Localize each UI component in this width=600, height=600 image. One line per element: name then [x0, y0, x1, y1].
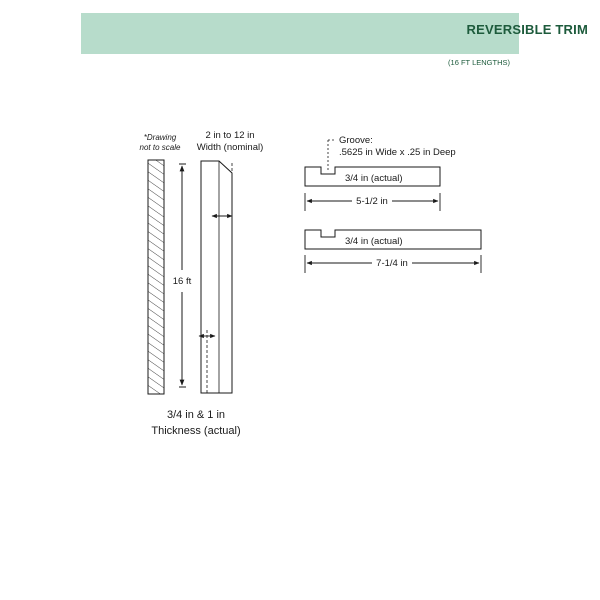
board-face	[201, 161, 232, 393]
profile-top-thickness: 3/4 in (actual)	[345, 173, 403, 184]
profile-bottom-thickness: 3/4 in (actual)	[345, 236, 403, 247]
side-view	[140, 130, 264, 437]
hatched-board-edge	[148, 160, 164, 394]
thickness-label-line1: 3/4 in & 1 in	[166, 409, 226, 421]
length-label: 16 ft	[172, 276, 192, 287]
groove-label-line1: Groove:	[339, 135, 373, 146]
profile-bottom-width: 7-1/4 in	[376, 258, 408, 269]
profile-top-width: 5-1/2 in	[356, 196, 388, 207]
page-title: REVERSIBLE TRIM	[466, 22, 588, 37]
width-label-line1: 2 in to 12 in	[205, 130, 255, 141]
groove-label-line2: .5625 in Wide x .25 in Deep	[339, 147, 456, 158]
width-label-line2: Width (nominal)	[196, 142, 264, 153]
scale-note-line2: not to scale	[139, 143, 181, 152]
scale-note-line1: *Drawing	[143, 133, 177, 142]
thickness-label-line2: Thickness (actual)	[151, 425, 241, 437]
profile-views	[305, 135, 481, 273]
page-subtitle: (16 FT LENGTHS)	[448, 58, 510, 67]
